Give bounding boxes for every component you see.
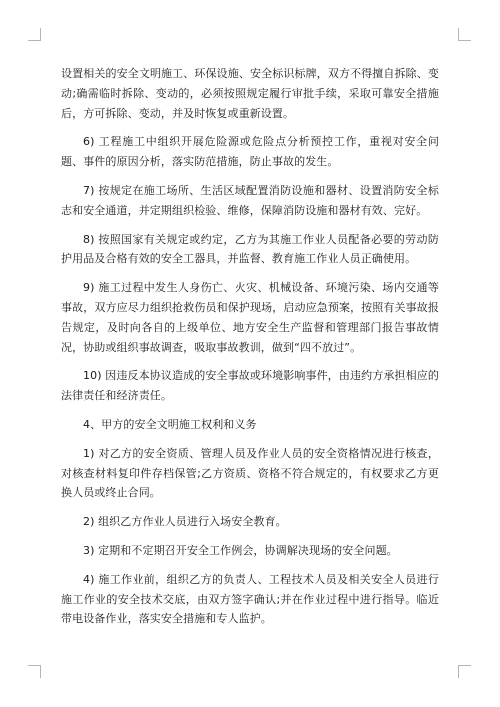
crop-mark-top-right (458, 28, 471, 41)
paragraph-continuation: 设置相关的安全文明施工、环保设施、安全标识标牌，双方不得擅自拆除、变动;确需临时拆除、变动的，必须按照规定履行审批手续，采取可靠安全措施后，方可拆除、变动，并及时恢复或重新设置。 (61, 67, 439, 120)
paragraph-item-9: 9) 施工过程中发生人身伤亡、火灾、机械设备、环境污染、场内交通等事故，双方应尽力组织抢救伤员和保护现场，启动应急预案，按照有关事故报告规定，及时向各自的上级单位、地方安全生产监督和管理部门报告事故情况，协助或组织事故调查，吸取事故教训，做到“四不放过”。 (61, 281, 439, 354)
paragraph-item-8: 8) 按照国家有关规定或约定，乙方为其施工作业人员配备必要的劳动防护用品及合格有效的安全工器具，并监督、教育施工作业人员正确使用。 (61, 232, 439, 266)
paragraph-item-10: 10) 因违反本协议造成的安全事故或环境影响事件，由违约方承担相应的法律责任和经济责任。 (61, 369, 439, 403)
paragraph-subitem-3: 3) 定期和不定期召开安全工作例会，协调解决现场的安全问题。 (83, 543, 398, 557)
crop-mark-bottom-left (28, 665, 41, 678)
paragraph-subitem-2: 2) 组织乙方作业人员进行入场安全教育。 (83, 515, 287, 529)
section-heading-4: 4、甲方的安全文明施工权利和义务 (83, 417, 257, 431)
paragraph-subitem-1: 1) 对乙方的安全资质、管理人员及作业人员的安全资格情况进行核查，对核查材料复印件存档保管;乙方资质、资格不符合规定的，有权要求乙方更换人员或终止合同。 (61, 446, 439, 500)
crop-mark-bottom-right (458, 665, 471, 678)
crop-mark-top-left (28, 28, 41, 41)
document-body (61, 64, 439, 629)
paragraph-item-6: 6) 工程施工中组织开展危险源或危险点分析预控工作，重视对安全问题、事件的原因分析，落实防范措施，防止事故的发生。 (61, 135, 439, 169)
paragraph-subitem-4: 4) 施工作业前，组织乙方的负责人、工程技术人员及相关安全人员进行施工作业的安全技术交底，由双方签字确认;并在作业过程中进行指导。临近带电设备作业，落实安全措施和专人监护。 (61, 572, 439, 626)
paragraph-item-7: 7) 按规定在施工场所、生活区域配置消防设施和器材、设置消防安全标志和安全通道，并定期组织检验、维修，保障消防设施和器材有效、完好。 (61, 183, 439, 217)
